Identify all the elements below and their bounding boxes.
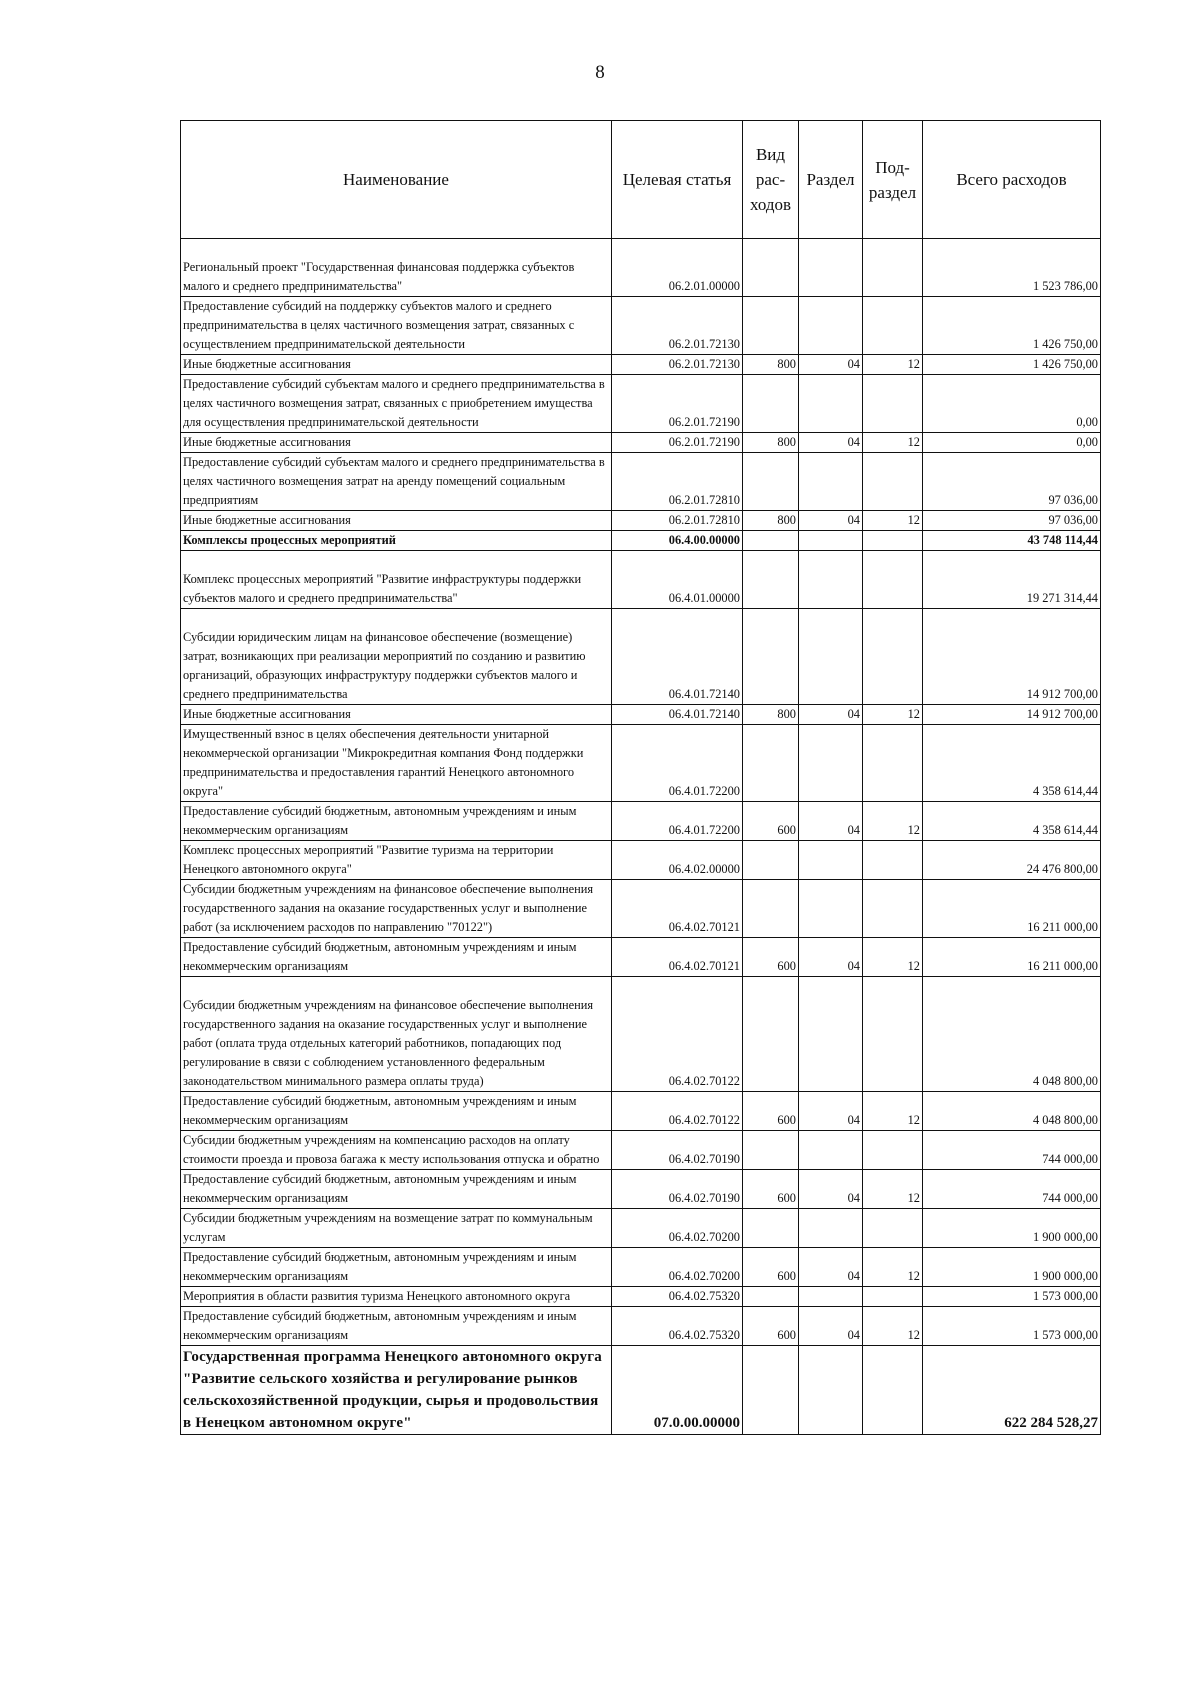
- row-total: 19 271 314,44: [923, 551, 1101, 609]
- row-type: [743, 531, 799, 551]
- row-section: [799, 725, 863, 802]
- row-total: 97 036,00: [923, 511, 1101, 531]
- row-total: 43 748 114,44: [923, 531, 1101, 551]
- row-subsection: [863, 239, 923, 297]
- row-code: 06.4.01.72200: [612, 725, 743, 802]
- row-total: 14 912 700,00: [923, 705, 1101, 725]
- row-total: 4 358 614,44: [923, 725, 1101, 802]
- row-type: [743, 880, 799, 938]
- row-section: [799, 1209, 863, 1248]
- row-section: 04: [799, 511, 863, 531]
- header-section: Раздел: [799, 121, 863, 239]
- row-total: 4 048 800,00: [923, 977, 1101, 1092]
- row-section: [799, 453, 863, 511]
- table-row: [181, 297, 1101, 355]
- table-row: [181, 433, 1101, 453]
- row-type: 800: [743, 705, 799, 725]
- table-row: [181, 375, 1101, 433]
- row-code: 06.4.01.72200: [612, 802, 743, 841]
- row-name: Предоставление субсидий бюджетным, автономным учреждениям и иным некоммерческим организациям: [181, 1092, 612, 1131]
- table-row: [181, 511, 1101, 531]
- table-row: [181, 453, 1101, 511]
- header-total: Всего расходов: [923, 121, 1101, 239]
- row-total: 4 048 800,00: [923, 1092, 1101, 1131]
- row-name: Субсидии бюджетным учреждениям на возмещение затрат по коммунальным услугам: [181, 1209, 612, 1248]
- row-type: [743, 725, 799, 802]
- row-code: 06.4.00.00000: [612, 531, 743, 551]
- row-type: [743, 977, 799, 1092]
- table-row: [181, 1170, 1101, 1209]
- row-code: 06.4.02.00000: [612, 841, 743, 880]
- row-subsection: 12: [863, 802, 923, 841]
- row-code: 06.2.01.72130: [612, 355, 743, 375]
- row-section: [799, 1131, 863, 1170]
- row-name: Иные бюджетные ассигнования: [181, 511, 612, 531]
- row-subsection: [863, 453, 923, 511]
- row-name: Предоставление субсидий бюджетным, автономным учреждениям и иным некоммерческим организациям: [181, 1307, 612, 1346]
- table-row: [181, 802, 1101, 841]
- row-name: Субсидии бюджетным учреждениям на финансовое обеспечение выполнения государственного задания на оказание государственных услуг и выполнение работ (оплата труда отдельных категорий работников, попадающих под регулирование в связи с соблюдением установленного федеральным законодательством минимального размера оплаты труда): [181, 977, 612, 1092]
- row-name: Комплексы процессных мероприятий: [181, 531, 612, 551]
- table-row: [181, 551, 1101, 609]
- row-section: [799, 1287, 863, 1307]
- row-type: 600: [743, 938, 799, 977]
- row-code: 06.4.01.72140: [612, 705, 743, 725]
- row-total: 16 211 000,00: [923, 938, 1101, 977]
- row-subsection: [863, 841, 923, 880]
- row-code: 06.4.02.70190: [612, 1170, 743, 1209]
- row-section: [799, 609, 863, 705]
- row-subsection: [863, 375, 923, 433]
- row-name: Субсидии бюджетным учреждениям на финансовое обеспечение выполнения государственного задания на оказание государственных услуг и выполнение работ (за исключением расходов по направлению "70122"): [181, 880, 612, 938]
- row-total: 622 284 528,27: [923, 1346, 1101, 1435]
- row-subsection: [863, 1287, 923, 1307]
- table-row: [181, 1307, 1101, 1346]
- table-row: [181, 977, 1101, 1092]
- row-code: 06.2.01.72190: [612, 433, 743, 453]
- row-code: 06.2.01.72130: [612, 297, 743, 355]
- row-code: 06.4.02.75320: [612, 1287, 743, 1307]
- row-section: [799, 297, 863, 355]
- row-name: Иные бюджетные ассигнования: [181, 355, 612, 375]
- row-type: 600: [743, 802, 799, 841]
- row-section: 04: [799, 1092, 863, 1131]
- row-total: 1 573 000,00: [923, 1287, 1101, 1307]
- row-name: Предоставление субсидий субъектам малого и среднего предпринимательства в целях частичного возмещения затрат на аренду помещений социальным предприятиям: [181, 453, 612, 511]
- row-name: Государственная программа Ненецкого автономного округа "Развитие сельского хозяйства и регулирование рынков сельскохозяйственной продукции, сырья и продовольствия в Ненецком автономном округе": [181, 1346, 612, 1435]
- row-code: 06.4.02.70121: [612, 938, 743, 977]
- row-type: [743, 1131, 799, 1170]
- row-subsection: [863, 1209, 923, 1248]
- row-total: 0,00: [923, 375, 1101, 433]
- row-total: 1 573 000,00: [923, 1307, 1101, 1346]
- row-section: 04: [799, 705, 863, 725]
- table-row: [181, 938, 1101, 977]
- row-type: [743, 609, 799, 705]
- row-subsection: [863, 297, 923, 355]
- row-total: 0,00: [923, 433, 1101, 453]
- row-subsection: [863, 1346, 923, 1435]
- row-name: Предоставление субсидий субъектам малого и среднего предпринимательства в целях частичного возмещения затрат, связанных с приобретением имущества для осуществления предпринимательской деятельности: [181, 375, 612, 433]
- row-total: 1 900 000,00: [923, 1209, 1101, 1248]
- row-type: 600: [743, 1170, 799, 1209]
- row-subsection: 12: [863, 433, 923, 453]
- row-name: Предоставление субсидий бюджетным, автономным учреждениям и иным некоммерческим организациям: [181, 1248, 612, 1287]
- row-section: 04: [799, 355, 863, 375]
- row-section: 04: [799, 1170, 863, 1209]
- row-type: [743, 239, 799, 297]
- row-total: 1 523 786,00: [923, 239, 1101, 297]
- header-subsection: Под-раздел: [863, 121, 923, 239]
- row-code: 06.4.01.72140: [612, 609, 743, 705]
- row-subsection: 12: [863, 1092, 923, 1131]
- row-section: 04: [799, 1248, 863, 1287]
- row-type: [743, 375, 799, 433]
- row-type: 600: [743, 1092, 799, 1131]
- row-code: 06.4.02.75320: [612, 1307, 743, 1346]
- row-subsection: 12: [863, 938, 923, 977]
- row-subsection: 12: [863, 355, 923, 375]
- row-code: 06.4.02.70122: [612, 1092, 743, 1131]
- row-section: 04: [799, 433, 863, 453]
- table-row: [181, 1131, 1101, 1170]
- row-name: Субсидии бюджетным учреждениям на компенсацию расходов на оплату стоимости проезда и провоза багажа к месту использования отпуска и обратно: [181, 1131, 612, 1170]
- row-total: 1 426 750,00: [923, 297, 1101, 355]
- row-section: 04: [799, 1307, 863, 1346]
- row-total: 1 426 750,00: [923, 355, 1101, 375]
- row-section: [799, 880, 863, 938]
- row-total: 744 000,00: [923, 1131, 1101, 1170]
- row-subsection: [863, 977, 923, 1092]
- table-row: [181, 880, 1101, 938]
- table-row-program-total: [181, 1346, 1101, 1435]
- row-section: [799, 375, 863, 433]
- row-subsection: 12: [863, 1307, 923, 1346]
- row-name: Предоставление субсидий на поддержку субъектов малого и среднего предпринимательства в целях частичного возмещения затрат, связанных с осуществлением предпринимательской деятельности: [181, 297, 612, 355]
- row-subsection: [863, 609, 923, 705]
- row-code: 07.0.00.00000: [612, 1346, 743, 1435]
- row-type: [743, 551, 799, 609]
- budget-table: [180, 120, 1101, 1435]
- row-section: 04: [799, 938, 863, 977]
- row-name: Предоставление субсидий бюджетным, автономным учреждениям и иным некоммерческим организациям: [181, 938, 612, 977]
- table-row: [181, 1092, 1101, 1131]
- row-subsection: 12: [863, 1248, 923, 1287]
- row-type: 600: [743, 1248, 799, 1287]
- row-subsection: 12: [863, 705, 923, 725]
- row-total: 4 358 614,44: [923, 802, 1101, 841]
- row-name: Имущественный взнос в целях обеспечения деятельности унитарной некоммерческой организации "Микрокредитная компания Фонд поддержки предпринимательства и предоставления гарантий Ненецкого автономного округа": [181, 725, 612, 802]
- row-type: [743, 453, 799, 511]
- page-number: 8: [595, 62, 605, 83]
- row-code: 06.2.01.72810: [612, 453, 743, 511]
- table-row-section-total: [181, 531, 1101, 551]
- row-total: 16 211 000,00: [923, 880, 1101, 938]
- row-code: 06.4.02.70122: [612, 977, 743, 1092]
- row-section: [799, 1346, 863, 1435]
- row-section: [799, 531, 863, 551]
- row-name: Комплекс процессных мероприятий "Развитие туризма на территории Ненецкого автономного округа": [181, 841, 612, 880]
- row-section: [799, 977, 863, 1092]
- header-type: Вид рас-ходов: [743, 121, 799, 239]
- row-total: 24 476 800,00: [923, 841, 1101, 880]
- row-name: Субсидии юридическим лицам на финансовое обеспечение (возмещение) затрат, возникающих при реализации мероприятий по созданию и развитию организаций, образующих инфраструктуру поддержки субъектов малого и среднего предпринимательства: [181, 609, 612, 705]
- row-total: 1 900 000,00: [923, 1248, 1101, 1287]
- row-name: Иные бюджетные ассигнования: [181, 705, 612, 725]
- row-name: Иные бюджетные ассигнования: [181, 433, 612, 453]
- row-code: 06.2.01.72190: [612, 375, 743, 433]
- row-total: 744 000,00: [923, 1170, 1101, 1209]
- row-total: 14 912 700,00: [923, 609, 1101, 705]
- row-name: Предоставление субсидий бюджетным, автономным учреждениям и иным некоммерческим организациям: [181, 802, 612, 841]
- row-subsection: [863, 1131, 923, 1170]
- row-name: Мероприятия в области развития туризма Ненецкого автономного округа: [181, 1287, 612, 1307]
- row-type: 600: [743, 1307, 799, 1346]
- row-type: [743, 297, 799, 355]
- row-section: [799, 841, 863, 880]
- header-code: Целевая статья: [612, 121, 743, 239]
- table-row: [181, 609, 1101, 705]
- row-subsection: 12: [863, 1170, 923, 1209]
- table-header-row: [181, 121, 1101, 239]
- row-name: Комплекс процессных мероприятий "Развитие инфраструктуры поддержки субъектов малого и среднего предпринимательства": [181, 551, 612, 609]
- table-row: [181, 705, 1101, 725]
- row-subsection: [863, 551, 923, 609]
- row-name: Предоставление субсидий бюджетным, автономным учреждениям и иным некоммерческим организациям: [181, 1170, 612, 1209]
- header-name: Наименование: [181, 121, 612, 239]
- row-code: 06.4.02.70121: [612, 880, 743, 938]
- row-code: 06.2.01.72810: [612, 511, 743, 531]
- row-type: 800: [743, 433, 799, 453]
- table-row: [181, 841, 1101, 880]
- row-code: 06.4.02.70200: [612, 1248, 743, 1287]
- row-section: [799, 239, 863, 297]
- row-subsection: 12: [863, 511, 923, 531]
- row-code: 06.4.02.70200: [612, 1209, 743, 1248]
- row-type: [743, 1209, 799, 1248]
- row-section: [799, 551, 863, 609]
- row-code: 06.2.01.00000: [612, 239, 743, 297]
- row-subsection: [863, 531, 923, 551]
- row-type: 800: [743, 511, 799, 531]
- row-code: 06.4.02.70190: [612, 1131, 743, 1170]
- row-code: 06.4.01.00000: [612, 551, 743, 609]
- table-row: [181, 1209, 1101, 1248]
- row-total: 97 036,00: [923, 453, 1101, 511]
- row-subsection: [863, 880, 923, 938]
- table-row: [181, 239, 1101, 297]
- row-section: 04: [799, 802, 863, 841]
- row-type: [743, 1287, 799, 1307]
- row-type: 800: [743, 355, 799, 375]
- table-row: [181, 355, 1101, 375]
- row-type: [743, 841, 799, 880]
- table-row: [181, 1248, 1101, 1287]
- table-row: [181, 1287, 1101, 1307]
- table-row: [181, 725, 1101, 802]
- row-name: Региональный проект "Государственная финансовая поддержка субъектов малого и среднего предпринимательства": [181, 239, 612, 297]
- row-type: [743, 1346, 799, 1435]
- row-subsection: [863, 725, 923, 802]
